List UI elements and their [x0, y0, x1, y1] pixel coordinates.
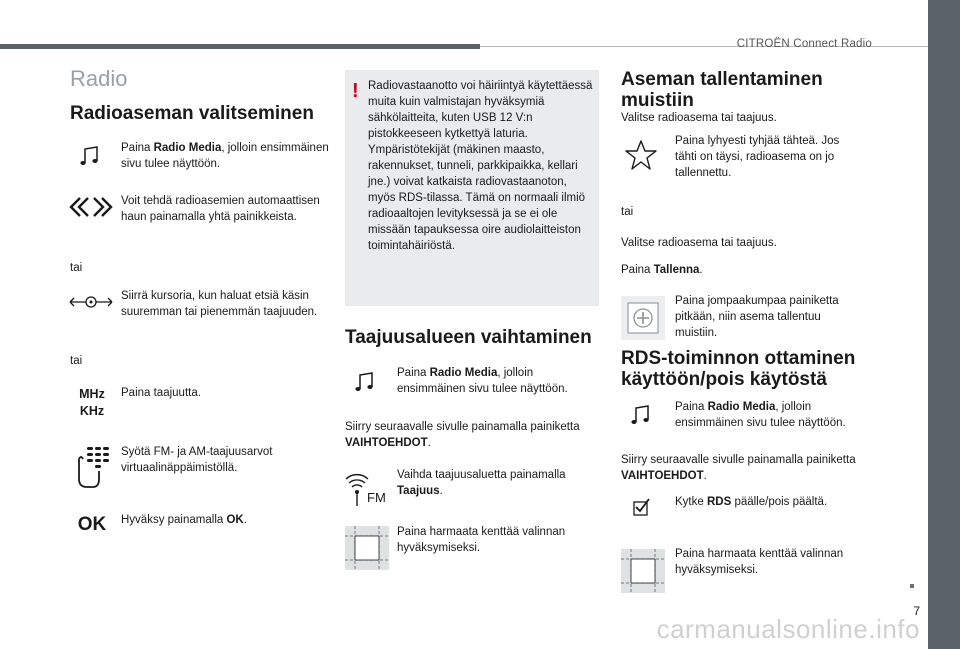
grey-field-icon — [345, 526, 389, 570]
instruction-virtual-keypad: Syötä FM- ja AM-taajuusarvot virtuaalinäppäimistöllä. — [121, 446, 273, 474]
frequency-icon — [70, 384, 114, 422]
text-or: tai — [70, 355, 83, 367]
khz-label: KHz — [79, 404, 105, 418]
section-heading-save-station: Aseman tallentaminen muistiin — [621, 69, 823, 111]
instruction-rds-toggle: Kytke RDS päälle/pois päältä. — [675, 496, 828, 508]
page-edge-tab — [928, 0, 960, 649]
instruction-next-page: Siirry seuraavalle sivulle painamalla painiketta VAIHTOEHDOT. — [345, 421, 580, 449]
warning-exclamation-icon: ! — [352, 80, 359, 102]
instruction-press-star: Paina lyhyesti tyhjää tähteä. Jos tähti on täysi, radioasema on jo tallennettu. — [675, 135, 840, 179]
grey-field-icon — [621, 549, 665, 593]
header-bar — [0, 44, 480, 49]
seek-arrows-icon — [66, 194, 116, 220]
instruction-manual-tuning: Siirrä kursoria, kun haluat etsiä käsin suuremman tai pienemmän taajuuden. — [121, 290, 318, 318]
instruction-press-frequency: Paina taajuutta. — [121, 387, 201, 399]
instruction-radio-media: Paina Radio Media, jolloin ensimmäinen sivu tulee näyttöön. — [397, 367, 568, 395]
keypad-hand-icon — [70, 444, 112, 490]
instruction-auto-search: Voit tehdä radioasemien automaattisen haun painamalla yhtä painikkeista. — [121, 195, 320, 223]
instruction-select-station: Valitse radioasema tai taajuus. — [621, 112, 777, 124]
text-or: tai — [621, 206, 634, 218]
music-note-icon — [70, 141, 110, 171]
brand-title: CITROËN Connect Radio — [736, 38, 872, 50]
add-preset-icon — [621, 296, 665, 340]
instruction-press-save: Paina Tallenna. — [621, 264, 703, 276]
instruction-grey-field: Paina harmaata kenttää valinnan hyväksymiseksi. — [397, 526, 566, 554]
text-or: tai — [70, 262, 83, 274]
instruction-long-press: Paina jompaakumpaa painiketta pitkään, niin asema tallentuu muistiin. — [675, 295, 839, 339]
instruction-select-station-2: Valitse radioasema tai taajuus. — [621, 237, 777, 249]
star-icon — [621, 136, 661, 174]
section-heading-band-change: Taajuusalueen vaihtaminen — [345, 327, 592, 348]
instruction-band-select: Vaihda taajuusaluetta painamalla Taajuus. — [397, 469, 566, 497]
checkbox-checked-icon — [621, 494, 661, 520]
section-heading-rds: RDS-toiminnon ottaminen käyttöön/pois käytöstä — [621, 348, 856, 390]
instruction-grey-field: Paina harmaata kenttää valinnan hyväksymiseksi. — [675, 548, 844, 576]
instruction-confirm-ok: Hyväksy painamalla OK. — [121, 514, 247, 526]
instruction-next-page: Siirry seuraavalle sivulle painamalla painiketta VAIHTOEHDOT. — [621, 454, 856, 482]
fm-band-icon — [345, 470, 389, 510]
page-title: Radio — [70, 66, 128, 91]
fm-label: FM — [367, 490, 386, 505]
section-heading-station-select: Radioaseman valitseminen — [70, 103, 314, 124]
music-note-icon — [345, 367, 385, 397]
ok-icon: OK — [77, 514, 107, 535]
page-number: 7 — [913, 604, 920, 618]
mhz-label: MHz — [79, 387, 105, 401]
music-note-icon — [621, 400, 661, 430]
instruction-radio-media: Paina Radio Media, jolloin ensimmäinen sivu tulee näyttöön. — [675, 401, 846, 429]
tuning-slider-icon — [66, 290, 116, 314]
end-marker — [910, 584, 914, 588]
warning-text: Radiovastaanotto voi häiriintyä käytettäessä muita kuin valmistajan hyväksymiä sähkölaitteita, kuten USB 12 V:n pistokkeeseen kytkettyä laturia. Ympäristötekijät (mäkinen maasto, rakennukset, tunneli, parkkipaikka, kellari jne.) voivat katkaista radiovastaanoton, myös RDS-tilassa. Tämä on normaali ilmiö radioaaltojen levityksessä ja se ei ole missään tapauksessa oire audiolaitteiston toimintahäiriöstä. — [368, 80, 593, 252]
watermark: carmanualsonline.info — [656, 614, 920, 644]
instruction-radio-media: Paina Radio Media, jolloin ensimmäinen sivu tulee näyttöön. — [121, 142, 329, 170]
